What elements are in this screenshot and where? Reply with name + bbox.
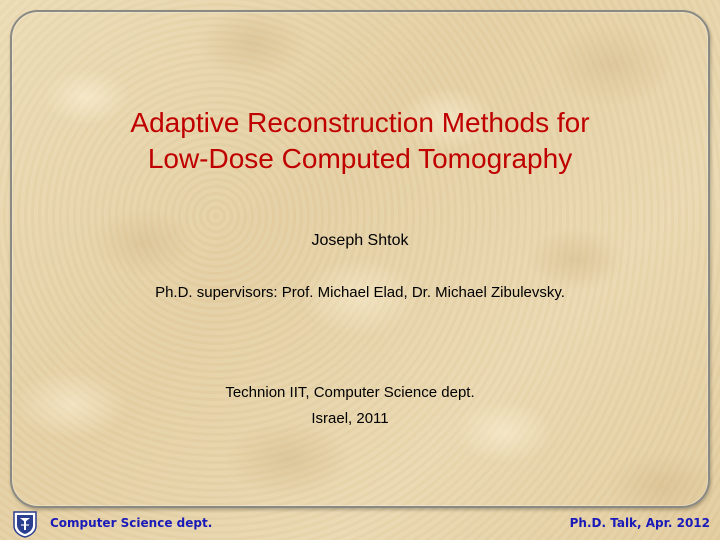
title-line-2: Low-Dose Computed Tomography — [147, 143, 573, 174]
footer-talk-date: Ph.D. Talk, Apr. 2012 — [569, 516, 710, 530]
title-line-1: Adaptive Reconstruction Methods for — [130, 107, 590, 138]
affiliation-line: Technion IIT, Computer Science dept. — [225, 384, 475, 401]
slide-footer — [0, 508, 720, 540]
place-year-line: Israel, 2011 — [311, 410, 389, 427]
author-name: Joseph Shtok — [311, 232, 409, 249]
slide-frame — [10, 10, 710, 508]
technion-logo-icon — [12, 510, 38, 538]
slide-title — [0, 105, 720, 177]
footer-department: Computer Science dept. — [50, 516, 213, 530]
supervisors-line: Ph.D. supervisors: Prof. Michael Elad, Dr. Michael Zibulevsky. — [155, 284, 565, 301]
